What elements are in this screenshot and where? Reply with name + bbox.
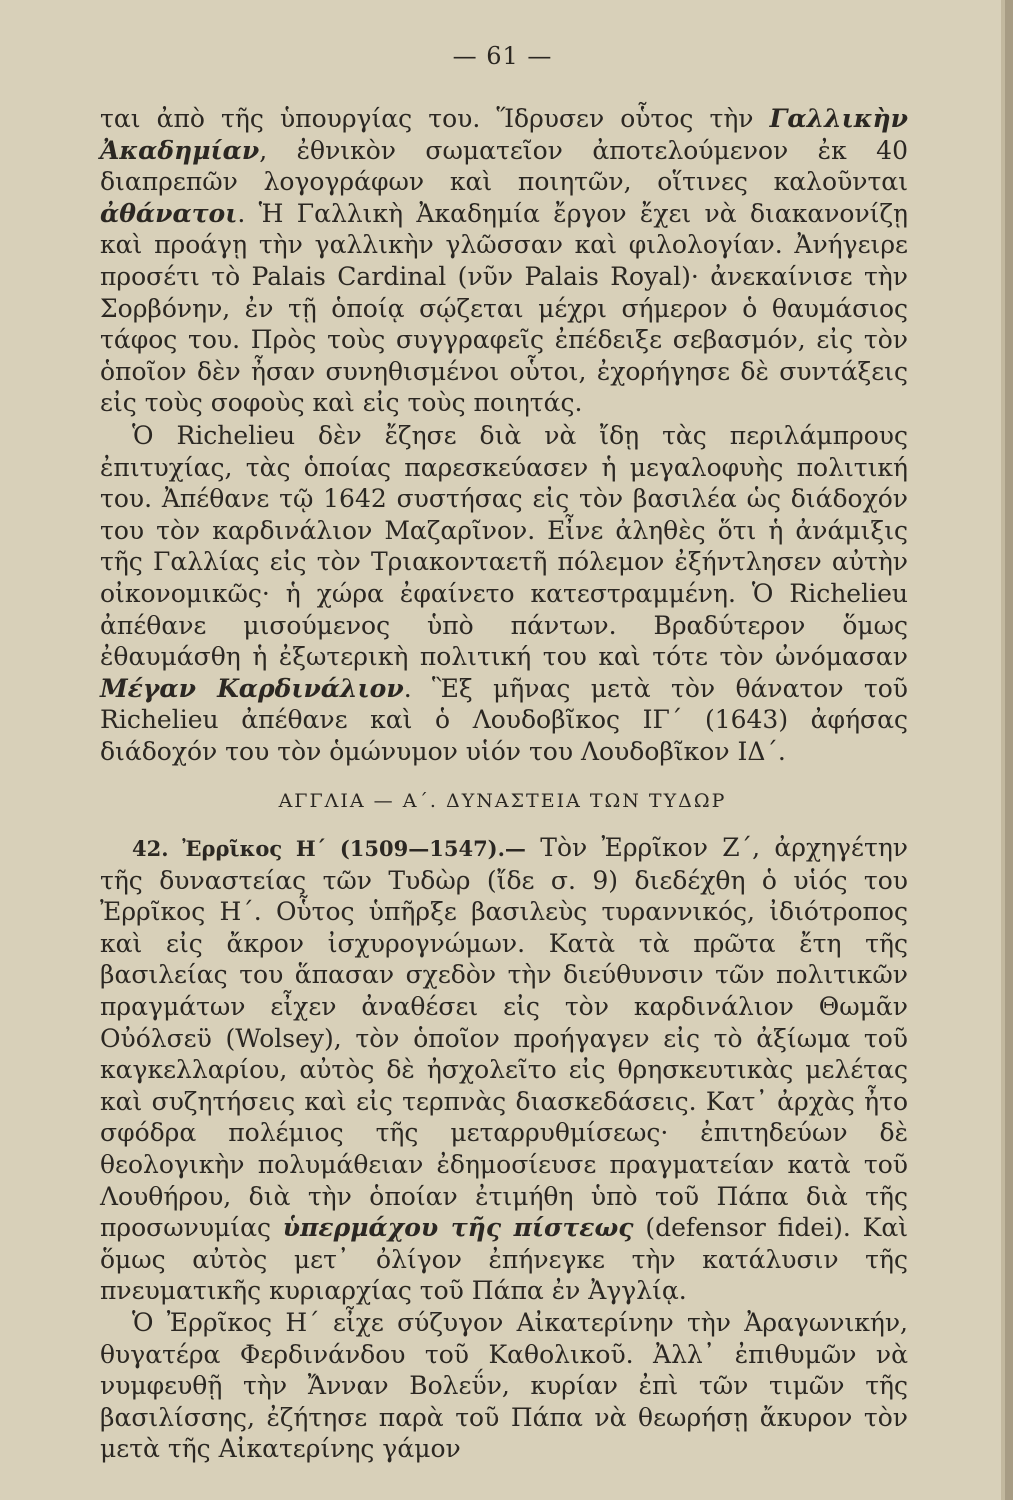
emphasis-term: Μέγαν Καρδινάλιον: [100, 673, 404, 703]
paragraph-academy: [100, 103, 908, 419]
paragraph-text: Ὁ Ἐρρῖκος Η΄ εἶχε σύζυγον Αἰκατερίνην τὴν Ἀραγωνικήν, θυγατέρα Φερδινάνδου τοῦ Καθολικοῦ. Ἀλλ᾽ ἐπιθυμῶν νὰ νυμφευθῇ τὴν Ἄνναν Βολεΰν, κυρίαν ἐπὶ τῶν τιμῶν τῆς βασιλίσσης, ἐζήτησε παρὰ τοῦ Πάπα νὰ θεωρήσῃ ἄκυρον τὸν μετὰ τῆς Αἰκατερίνης γάμον: [100, 1308, 908, 1464]
book-spine-edge: [1005, 0, 1013, 1500]
numbered-heading: 42. Ἐρρῖκος Η΄ (1509—1547).—: [132, 836, 526, 861]
paragraph-text: 42. Ἐρρῖκος Η΄ (1509—1547).— Τὸν Ἐρρῖκον Ζ΄, ἀρχηγέτην τῆς δυναστείας τῶν Τυδὼρ (ἴδε σ. 9) διεδέχθη ὁ υἱός του Ἐρρῖκος Η΄. Οὗτος ὑπῆρξε βασιλεὺς τυραννικός, ἰδιότροπος καὶ εἰς ἄκρον ἰσχυρογνώμων. Κατὰ τὰ πρῶτα ἔτη τῆς βασιλείας του ἅπασαν σχεδὸν τὴν διεύθυνσιν τῶν πολιτικῶν πραγμάτων εἶχεν ἀναθέσει εἰς τὸν καρδινάλιον Θωμᾶν Οὐόλσεϋ (Wolsey), τὸν ὁποῖον προήγαγεν εἰς τὸ ἀξίωμα τοῦ καγκελλαρίου, αὐτὸς δὲ ἠσχολεῖτο εἰς θρησκευτικὰς μελέτας καὶ συζητήσεις καὶ εἰς τερπνὰς διασκεδάσεις. Κατ᾽ ἀρχὰς ἦτο σφόδρα πολέμιος τῆς μεταρρυθμίσεως· ἐπιτηδεύων δὲ θεολογικὴν πολυμάθειαν ἐδημοσίευσε πραγματείαν κατὰ τοῦ Λουθήρου, διὰ τὴν ὁποίαν ἐτιμήθη ὑπὸ τοῦ Πάπα διὰ τῆς προσωνυμίας ὑπερμάχου τῆς πίστεως (defensor fidei). Καὶ ὅμως αὐτὸς μετ᾽ ὀλίγον ἐπήνεγκε τὴν κατάλυσιν τῆς πνευματικῆς κυριαρχίας τοῦ Πάπα ἐν Ἀγγλίᾳ.: [100, 833, 909, 1306]
emphasis-term: ὑπερμάχου τῆς πίστεως: [282, 1213, 634, 1243]
emphasis-term: ἀθάνατοι: [100, 198, 238, 228]
page-number: — 61 —: [452, 42, 553, 70]
emphasis-term: Γαλλικὴν Ἀκαδημίαν: [100, 104, 908, 165]
section-heading: ΑΓΓΛΙΑ — Α΄. ΔΥΝΑΣΤΕΙΑ ΤΩΝ ΤΥΔΩΡ: [278, 790, 727, 812]
paragraph-richelieu: [100, 420, 908, 768]
paragraph-text: Ὁ Richelieu δὲν ἔζησε διὰ νὰ ἴδῃ τὰς περιλάμπρους ἐπιτυχίας, τὰς ὁποίας παρεσκεύασεν ἡ μεγαλοφυὴς πολιτική του. Ἀπέθανε τῷ 1642 συστήσας εἰς τὸν βασιλέα ὡς διάδοχόν του τὸν καρδινάλιον Μαζαρῖνον. Εἶνε ἀληθὲς ὅτι ἡ ἀνάμιξις τῆς Γαλλίας εἰς τὸν Τριακονταετῆ πόλεμον ἐξήντλησεν αὐτὴν οἰκονομικῶς· ἡ χώρα ἐφαίνετο κατεστραμμένη. Ὁ Richelieu ἀπέθανε μισούμενος ὑπὸ πάντων. Βραδύτερον ὅμως ἐθαυμάσθη ἡ ἐξωτερικὴ πολιτική του καὶ τότε τὸν ὠνόμασαν Μέγαν Καρδινάλιον. Ἓξ μῆνας μετὰ τὸν θάνατον τοῦ Richelieu ἀπέθανε καὶ ὁ Λουδοβῖκος ΙΓ΄ (1643) ἀφήσας διάδοχόν του τὸν ὁμώνυμον υἱόν του Λουδοβῖκον ΙΔ΄.: [100, 421, 908, 766]
paragraph-text: ται ἀπὸ τῆς ὑπουργίας του. Ἵδρυσεν οὗτος τὴν Γαλλικὴν Ἀκαδημίαν, ἐθνικὸν σωματεῖον ἀποτελούμενον ἐκ 40 διαπρεπῶν λογογράφων καὶ ποιητῶν, οἵτινες καλοῦνται ἀθάνατοι. Ἡ Γαλλικὴ Ἀκαδημία ἔργον ἔχει νὰ διακανονίζῃ καὶ προάγῃ τὴν γαλλικὴν γλῶσσαν καὶ φιλολογίαν. Ἀνήγειρε προσέτι τὸ Palais Cardinal (νῦν Palais Royal)· ἀνεκαίνισε τὴν Σορβόνην, ἐν τῇ ὁποίᾳ σῴζεται μέχρι σήμερον ὁ θαυμάσιος τάφος του. Πρὸς τοὺς συγγραφεῖς ἐπέδειξε σεβασμόν, εἰς τὸν ὁποῖον δὲν ἦσαν συνηθισμένοι οὗτοι, ἐχορήγησε δὲ συντάξεις εἰς τοὺς σοφοὺς καὶ εἰς τοὺς ποιητάς.: [100, 104, 908, 418]
paragraph-henry-viii: [100, 832, 908, 1307]
paragraph-marriage: [100, 1307, 908, 1465]
